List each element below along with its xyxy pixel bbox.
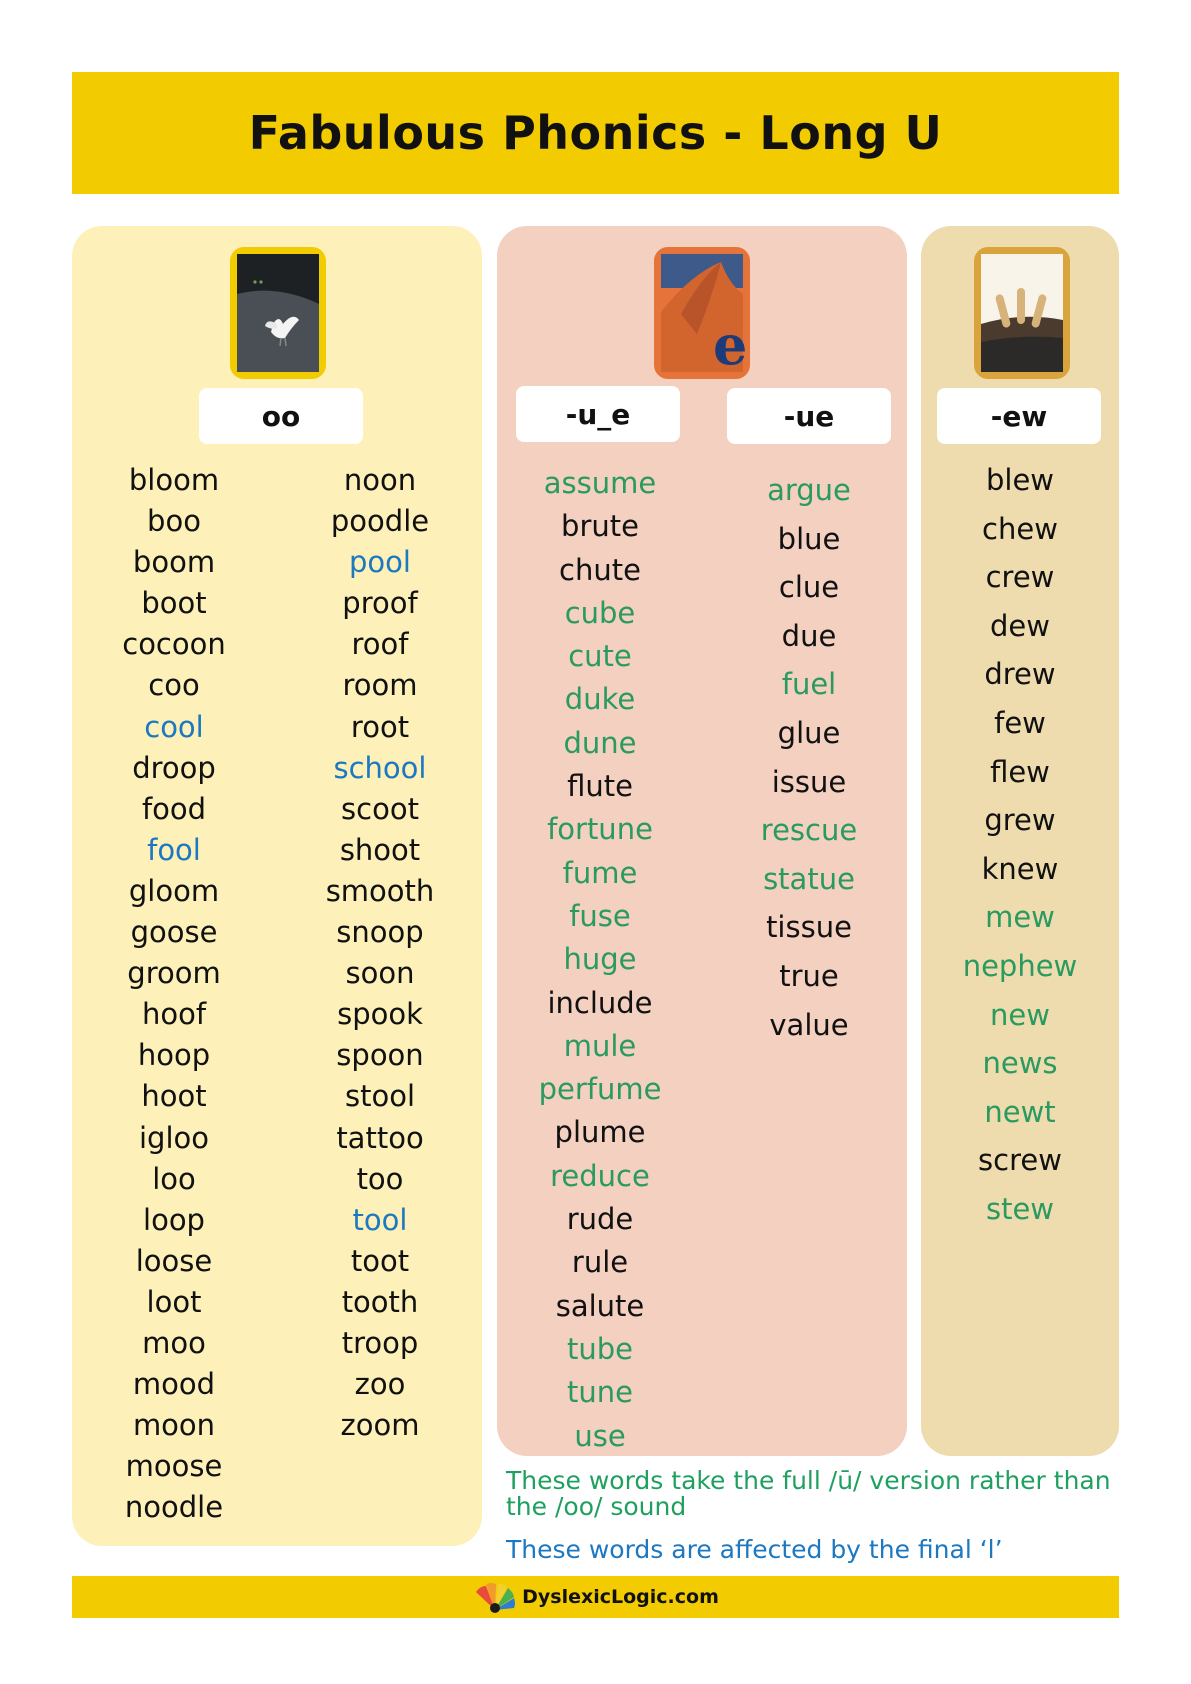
word-item: crew bbox=[985, 560, 1055, 595]
note-final-l: These words are affected by the final ‘l’ bbox=[506, 1535, 1003, 1564]
word-item: plume bbox=[554, 1115, 646, 1150]
word-item: value bbox=[769, 1007, 849, 1042]
word-item: blue bbox=[777, 521, 841, 556]
word-item: roof bbox=[351, 627, 409, 662]
word-item: newt bbox=[984, 1094, 1056, 1129]
word-item: scoot bbox=[341, 791, 419, 826]
title-banner bbox=[72, 72, 1119, 194]
word-item: tissue bbox=[766, 910, 852, 945]
word-item: glue bbox=[777, 715, 841, 750]
brand bbox=[472, 1580, 719, 1614]
rainbow-logo-icon bbox=[472, 1580, 518, 1614]
word-item: duke bbox=[564, 682, 636, 717]
word-item: due bbox=[781, 618, 837, 653]
word-item: mule bbox=[563, 1028, 637, 1063]
word-item: screw bbox=[978, 1143, 1062, 1178]
word-item: dew bbox=[990, 608, 1050, 643]
word-item: salute bbox=[555, 1288, 645, 1323]
word-item: few bbox=[994, 705, 1046, 740]
word-item: pool bbox=[349, 545, 411, 580]
word-item: fortune bbox=[547, 812, 653, 847]
word-item: root bbox=[350, 709, 410, 744]
word-item: hoop bbox=[137, 1038, 211, 1073]
word-item: coo bbox=[148, 668, 200, 703]
word-item: drew bbox=[984, 657, 1056, 692]
word-item: stew bbox=[985, 1191, 1055, 1226]
word-item: clue bbox=[778, 570, 840, 605]
word-item: droop bbox=[132, 750, 216, 785]
logs-image bbox=[974, 247, 1070, 379]
word-item: moose bbox=[125, 1449, 223, 1484]
ue-word-list bbox=[729, 466, 889, 1049]
word-item: proof bbox=[342, 586, 418, 621]
word-item: hoot bbox=[141, 1079, 207, 1114]
word-item: fuel bbox=[781, 667, 837, 702]
word-item: blew bbox=[985, 463, 1055, 497]
word-item: noodle bbox=[124, 1490, 224, 1525]
word-item: poodle bbox=[330, 504, 430, 539]
word-item: true bbox=[779, 958, 839, 993]
word-item: boo bbox=[147, 504, 201, 539]
word-item: gloom bbox=[128, 873, 220, 908]
word-item: rule bbox=[571, 1245, 629, 1280]
word-item: fuse bbox=[569, 898, 631, 933]
word-item: include bbox=[547, 985, 653, 1020]
word-item: room bbox=[342, 668, 418, 703]
word-item: dune bbox=[563, 725, 637, 760]
word-item: loo bbox=[152, 1161, 196, 1196]
page-title: Fabulous Phonics - Long U bbox=[248, 106, 943, 160]
word-item: boom bbox=[132, 545, 216, 580]
word-item: flute bbox=[567, 769, 633, 804]
word-item: issue bbox=[771, 764, 847, 799]
word-item: bloom bbox=[128, 463, 220, 497]
word-item: food bbox=[141, 791, 207, 826]
word-item: toot bbox=[350, 1243, 410, 1278]
word-item: perfume bbox=[538, 1072, 662, 1107]
word-item: smooth bbox=[325, 873, 435, 908]
word-item: chute bbox=[559, 552, 641, 587]
footer-banner bbox=[72, 1576, 1119, 1618]
svg-text:e: e bbox=[713, 313, 748, 377]
word-item: loot bbox=[146, 1284, 202, 1319]
label-oo: oo bbox=[199, 388, 363, 444]
word-item: too bbox=[356, 1161, 404, 1196]
word-item: tube bbox=[566, 1331, 633, 1366]
word-item: nephew bbox=[962, 948, 1078, 983]
word-item: statue bbox=[763, 861, 855, 896]
word-item: rude bbox=[566, 1202, 634, 1237]
swan-image bbox=[230, 247, 326, 379]
word-item: noon bbox=[343, 463, 417, 497]
brand-name: DyslexicLogic.com bbox=[522, 1586, 719, 1608]
word-item: fume bbox=[562, 855, 638, 890]
label-ew: -ew bbox=[937, 388, 1101, 444]
word-item: spoon bbox=[336, 1038, 424, 1073]
desert-e-image bbox=[654, 247, 750, 379]
word-item: new bbox=[990, 997, 1050, 1032]
word-item: cocoon bbox=[122, 627, 226, 662]
word-item: huge bbox=[563, 942, 637, 977]
word-item: boot bbox=[141, 586, 207, 621]
u_e-word-list bbox=[520, 462, 680, 1458]
word-item: tooth bbox=[341, 1284, 419, 1319]
word-item: mew bbox=[985, 900, 1055, 935]
word-item: school bbox=[333, 750, 427, 785]
word-item: reduce bbox=[550, 1158, 650, 1193]
word-item: moo bbox=[142, 1325, 206, 1360]
word-item: news bbox=[982, 1046, 1058, 1081]
word-item: loose bbox=[135, 1243, 213, 1278]
word-item: rescue bbox=[760, 813, 858, 848]
word-item: tune bbox=[567, 1375, 633, 1410]
oo-word-list-1 bbox=[99, 460, 249, 1528]
word-item: goose bbox=[130, 915, 218, 950]
word-item: soon bbox=[345, 956, 415, 991]
word-item: argue bbox=[767, 473, 851, 507]
word-item: spook bbox=[337, 997, 423, 1032]
label-u_e: -u_e bbox=[516, 386, 680, 442]
word-item: zoom bbox=[340, 1408, 420, 1443]
word-item: tool bbox=[352, 1202, 408, 1237]
word-item: tattoo bbox=[336, 1120, 424, 1155]
word-item: zoo bbox=[354, 1367, 406, 1402]
word-item: cube bbox=[564, 595, 636, 630]
note-full-u-sound: These words take the full /ū/ version rather than the /oo/ sound bbox=[506, 1466, 1111, 1521]
word-item: loop bbox=[143, 1202, 205, 1237]
word-item: chew bbox=[982, 511, 1058, 546]
word-item: fool bbox=[147, 832, 201, 867]
word-item: igloo bbox=[138, 1120, 209, 1155]
word-item: snoop bbox=[336, 915, 424, 950]
oo-word-list-2 bbox=[305, 460, 455, 1446]
word-item: troop bbox=[341, 1325, 419, 1360]
word-item: mood bbox=[132, 1367, 216, 1402]
word-item: groom bbox=[127, 956, 221, 991]
word-item: cool bbox=[144, 709, 204, 744]
label-ue: -ue bbox=[727, 388, 891, 444]
word-item: stool bbox=[344, 1079, 416, 1114]
word-item: knew bbox=[981, 851, 1059, 886]
word-item: moon bbox=[132, 1408, 216, 1443]
word-item: grew bbox=[984, 803, 1056, 838]
word-item: cute bbox=[568, 639, 632, 674]
ew-word-list bbox=[940, 456, 1100, 1234]
word-item: shoot bbox=[339, 832, 421, 867]
word-item: brute bbox=[561, 509, 639, 544]
word-item: use bbox=[574, 1418, 626, 1453]
word-item: flew bbox=[990, 754, 1050, 789]
word-item: hoof bbox=[141, 997, 207, 1032]
word-item: assume bbox=[543, 466, 657, 500]
